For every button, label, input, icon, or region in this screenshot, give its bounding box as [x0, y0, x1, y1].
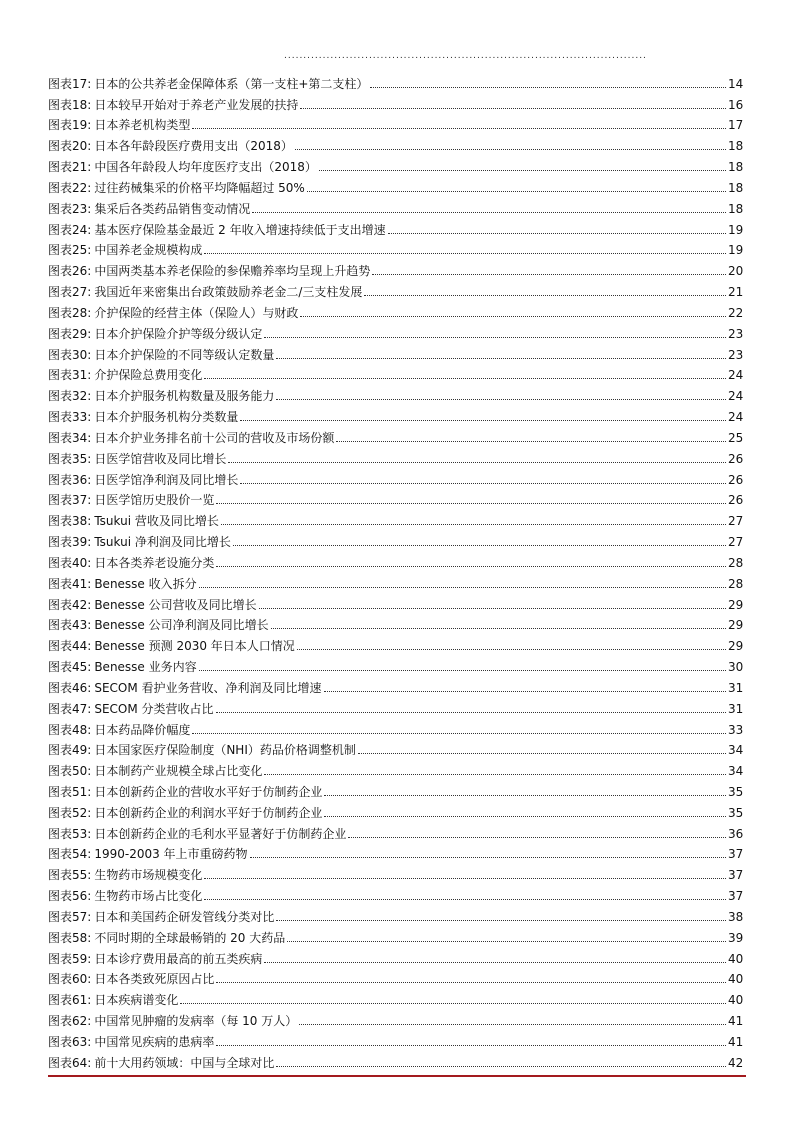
- toc-dot-leader: [358, 752, 726, 754]
- toc-entry-page: 18: [728, 139, 744, 154]
- toc-dot-leader: [192, 127, 726, 129]
- toc-entry-page: 14: [728, 76, 744, 91]
- toc-entry-label: 图表43:: [48, 618, 92, 633]
- toc-entry[interactable]: [48, 1007, 742, 1028]
- toc-dot-leader: [240, 482, 726, 484]
- toc-dot-leader: [287, 940, 726, 942]
- toc-entry-label: 图表54:: [48, 847, 92, 862]
- toc-dot-leader: [295, 148, 726, 150]
- toc-entry[interactable]: [48, 362, 742, 383]
- toc-entry[interactable]: [48, 695, 742, 716]
- toc-entry[interactable]: [48, 924, 742, 945]
- toc-entry-label: 图表39:: [48, 535, 92, 550]
- toc-entry-label: 图表37:: [48, 493, 92, 508]
- toc-entry[interactable]: [48, 986, 742, 1007]
- toc-entry-title: Benesse 公司净利润及同比增长: [94, 618, 269, 633]
- toc-entry-label: 图表58:: [48, 930, 92, 945]
- toc-entry-title: Benesse 业务内容: [94, 660, 197, 675]
- toc-entry-page: 18: [728, 201, 744, 216]
- toc-entry-page: 22: [728, 305, 744, 320]
- toc-entry-label: 图表46:: [48, 680, 92, 695]
- toc-entry[interactable]: [48, 882, 742, 903]
- toc-entry-label: 图表40:: [48, 555, 92, 570]
- toc-entry-label: 图表29:: [48, 326, 92, 341]
- toc-entry[interactable]: [48, 216, 742, 237]
- toc-entry[interactable]: [48, 153, 742, 174]
- toc-dot-leader: [307, 190, 726, 192]
- toc-dot-leader: [250, 856, 726, 858]
- toc-dot-leader: [276, 919, 726, 921]
- toc-dot-leader: [271, 627, 726, 629]
- toc-entry-label: 图表53:: [48, 826, 92, 841]
- toc-dot-leader: [372, 273, 726, 275]
- toc-entry-label: 图表26:: [48, 264, 92, 279]
- toc-entry[interactable]: [48, 132, 742, 153]
- toc-entry-title: 日医学馆历史股价一览: [94, 493, 215, 508]
- toc-entry[interactable]: [48, 257, 742, 278]
- toc-entry-title: 中国常见肿瘤的发病率（每 10 万人）: [94, 1014, 298, 1029]
- toc-entry-page: 23: [728, 347, 744, 362]
- toc-entry-label: 图表60:: [48, 972, 92, 987]
- toc-entry[interactable]: [48, 278, 742, 299]
- toc-entry-title: 日本介护服务机构数量及服务能力: [94, 389, 275, 404]
- toc-entry-page: 35: [728, 805, 744, 820]
- toc-dot-leader: [348, 836, 726, 838]
- toc-entry-label: 图表35:: [48, 451, 92, 466]
- toc-entry[interactable]: [48, 757, 742, 778]
- toc-entry-page: 17: [728, 118, 744, 133]
- toc-entry-page: 24: [728, 389, 744, 404]
- toc-entry-title: 1990-2003 年上市重磅药物: [94, 847, 248, 862]
- toc-entry-title: 日医学馆营收及同比增长: [94, 451, 227, 466]
- toc-entry[interactable]: [48, 653, 742, 674]
- toc-entry-page: 26: [728, 451, 744, 466]
- toc-entry[interactable]: [48, 466, 742, 487]
- toc-entry-title: 日本各类致死原因占比: [94, 972, 215, 987]
- toc-entry[interactable]: [48, 237, 742, 258]
- toc-entry[interactable]: [48, 945, 742, 966]
- toc-entry-label: 图表41:: [48, 576, 92, 591]
- toc-entry-page: 29: [728, 618, 744, 633]
- toc-entry-page: 19: [728, 243, 744, 258]
- toc-entry-title: 日本各年龄段医疗费用支出（2018）: [94, 139, 293, 154]
- toc-entry-page: 34: [728, 764, 744, 779]
- toc-entry-title: 日本制药产业规模全球占比变化: [94, 764, 263, 779]
- toc-entry[interactable]: [48, 820, 742, 841]
- toc-entry-page: 18: [728, 180, 744, 195]
- toc-entry-page: 35: [728, 784, 744, 799]
- toc-entry-page: 23: [728, 326, 744, 341]
- top-dot-leader: ..............................................................................................: [284, 51, 647, 61]
- toc-entry-page: 20: [728, 264, 744, 279]
- toc-dot-leader: [216, 502, 726, 504]
- toc-dot-leader: [204, 252, 726, 254]
- toc-entry-label: 图表44:: [48, 639, 92, 654]
- toc-dot-leader: [264, 961, 726, 963]
- toc-entry-title: 中国养老金规模构成: [94, 243, 203, 258]
- toc-entry-title: 日本的公共养老金保障体系（第一支柱+第二支柱）: [94, 76, 369, 91]
- toc-entry-title: Tsukui 净利润及同比增长: [94, 535, 231, 550]
- toc-dot-leader: [264, 773, 726, 775]
- toc-entry-title: 基本医疗保险基金最近 2 年收入增速持续低于支出增速: [94, 222, 386, 237]
- toc-dot-leader: [204, 877, 726, 879]
- toc-entry-title: 中国各年龄段人均年度医疗支出（2018）: [94, 160, 317, 175]
- toc-dot-leader: [216, 1044, 726, 1046]
- toc-dot-leader: [204, 377, 726, 379]
- toc-entry[interactable]: [48, 632, 742, 653]
- toc-dot-leader: [370, 86, 726, 88]
- toc-entry[interactable]: [48, 445, 742, 466]
- toc-entry-page: 37: [728, 847, 744, 862]
- toc-entry-label: 图表31:: [48, 368, 92, 383]
- toc-entry-label: 图表24:: [48, 222, 92, 237]
- toc-entry-page: 18: [728, 160, 744, 175]
- toc-entry[interactable]: [48, 903, 742, 924]
- toc-entry-title: 生物药市场占比变化: [94, 889, 203, 904]
- toc-dot-leader: [180, 1002, 726, 1004]
- toc-entry[interactable]: [48, 591, 742, 612]
- toc-entry-title: 介护保险的经营主体（保险人）与财政: [94, 305, 299, 320]
- toc-entry-label: 图表21:: [48, 160, 92, 175]
- toc-entry-page: 27: [728, 535, 744, 550]
- toc-dot-leader: [299, 1023, 726, 1025]
- toc-entry-label: 图表49:: [48, 743, 92, 758]
- toc-entry-title: 日本创新药企业的营收水平好于仿制药企业: [94, 784, 323, 799]
- toc-dot-leader: [276, 357, 726, 359]
- toc-entry-page: 29: [728, 639, 744, 654]
- toc-entry-label: 图表23:: [48, 201, 92, 216]
- toc-entry-label: 图表52:: [48, 805, 92, 820]
- toc-entry[interactable]: [48, 799, 742, 820]
- toc-entry-page: 25: [728, 430, 744, 445]
- toc-entry-title: 日本各类养老设施分类: [94, 555, 215, 570]
- toc-entry[interactable]: [48, 91, 742, 112]
- toc-entry[interactable]: [48, 1028, 742, 1049]
- toc-entry-title: 日本创新药企业的利润水平好于仿制药企业: [94, 805, 323, 820]
- toc-entry-page: 27: [728, 514, 744, 529]
- toc-entry-label: 图表17:: [48, 76, 92, 91]
- toc-entry-page: 38: [728, 909, 744, 924]
- toc-entry-page: 21: [728, 285, 744, 300]
- toc-entry-title: 日本创新药企业的毛利水平显著好于仿制药企业: [94, 826, 347, 841]
- toc-entry[interactable]: [48, 674, 742, 695]
- toc-entry-label: 图表51:: [48, 784, 92, 799]
- toc-entry-label: 图表57:: [48, 909, 92, 924]
- toc-dot-leader: [276, 1065, 726, 1067]
- toc-entry-label: 图表22:: [48, 180, 92, 195]
- toc-entry[interactable]: [48, 528, 742, 549]
- toc-entry[interactable]: [48, 112, 742, 133]
- toc-entry-title: 不同时期的全球最畅销的 20 大药品: [94, 930, 286, 945]
- table-of-figures: [48, 70, 742, 1070]
- toc-entry[interactable]: [48, 341, 742, 362]
- toc-entry[interactable]: [48, 841, 742, 862]
- toc-entry-title: Tsukui 营收及同比增长: [94, 514, 219, 529]
- toc-dot-leader: [259, 607, 726, 609]
- toc-entry[interactable]: [48, 195, 742, 216]
- toc-entry[interactable]: [48, 1049, 742, 1070]
- toc-entry-label: 图表38:: [48, 514, 92, 529]
- toc-dot-leader: [264, 336, 726, 338]
- toc-dot-leader: [388, 232, 726, 234]
- toc-dot-leader: [336, 440, 726, 442]
- toc-entry-page: 37: [728, 868, 744, 883]
- toc-entry-page: 26: [728, 493, 744, 508]
- toc-entry-title: 日本介护业务排名前十公司的营收及市场份额: [94, 430, 335, 445]
- toc-entry[interactable]: [48, 778, 742, 799]
- toc-entry-title: 中国两类基本养老保险的参保赡养率均呈现上升趋势: [94, 264, 371, 279]
- toc-dot-leader: [216, 565, 726, 567]
- toc-entry-page: 28: [728, 576, 744, 591]
- toc-entry-page: 34: [728, 743, 744, 758]
- toc-entry-label: 图表55:: [48, 868, 92, 883]
- toc-entry-page: 19: [728, 222, 744, 237]
- toc-entry-label: 图表50:: [48, 764, 92, 779]
- toc-entry-title: 日本介护保险的不同等级认定数量: [94, 347, 275, 362]
- toc-entry-title: 日本介护服务机构分类数量: [94, 410, 239, 425]
- toc-entry[interactable]: [48, 570, 742, 591]
- toc-entry-page: 31: [728, 680, 744, 695]
- toc-entry-title: 日本介护保险介护等级分级认定: [94, 326, 263, 341]
- toc-entry-label: 图表42:: [48, 597, 92, 612]
- toc-dot-leader: [324, 815, 726, 817]
- toc-entry-title: 生物药市场规模变化: [94, 868, 203, 883]
- toc-entry[interactable]: [48, 382, 742, 403]
- toc-entry-page: 39: [728, 930, 744, 945]
- toc-entry-label: 图表59:: [48, 951, 92, 966]
- toc-entry-title: 日本养老机构类型: [94, 118, 191, 133]
- toc-entry-page: 40: [728, 972, 744, 987]
- toc-entry-page: 40: [728, 993, 744, 1008]
- toc-entry-title: 日本药品降价幅度: [94, 722, 191, 737]
- toc-entry-label: 图表28:: [48, 305, 92, 320]
- toc-entry-label: 图表61:: [48, 993, 92, 1008]
- toc-entry-page: 33: [728, 722, 744, 737]
- toc-entry[interactable]: [48, 403, 742, 424]
- toc-entry-label: 图表32:: [48, 389, 92, 404]
- toc-entry-label: 图表34:: [48, 430, 92, 445]
- toc-entry-title: 日本疾病谱变化: [94, 993, 179, 1008]
- toc-dot-leader: [216, 711, 726, 713]
- toc-entry-title: Benesse 公司营收及同比增长: [94, 597, 257, 612]
- toc-entry-label: 图表47:: [48, 701, 92, 716]
- toc-entry-page: 26: [728, 472, 744, 487]
- toc-dot-leader: [199, 586, 726, 588]
- toc-dot-leader: [192, 732, 726, 734]
- toc-entry-page: 28: [728, 555, 744, 570]
- toc-entry-label: 图表19:: [48, 118, 92, 133]
- toc-dot-leader: [364, 294, 726, 296]
- toc-entry[interactable]: [48, 320, 742, 341]
- toc-entry-title: Benesse 收入拆分: [94, 576, 197, 591]
- toc-entry-label: 图表62:: [48, 1014, 92, 1029]
- toc-entry-title: 日本和美国药企研发管线分类对比: [94, 909, 275, 924]
- toc-dot-leader: [228, 461, 726, 463]
- toc-entry-title: 我国近年来密集出台政策鼓励养老金二/三支柱发展: [94, 285, 363, 300]
- toc-entry[interactable]: [48, 612, 742, 633]
- toc-entry-label: 图表20:: [48, 139, 92, 154]
- toc-dot-leader: [319, 169, 726, 171]
- toc-entry-label: 图表33:: [48, 410, 92, 425]
- toc-entry-title: 中国常见疾病的患病率: [94, 1034, 215, 1049]
- toc-entry-page: 41: [728, 1014, 744, 1029]
- toc-entry[interactable]: [48, 507, 742, 528]
- toc-dot-leader: [204, 898, 726, 900]
- toc-entry-title: 过往药械集采的价格平均降幅超过 50%: [94, 180, 305, 195]
- toc-dot-leader: [240, 419, 726, 421]
- toc-entry-label: 图表48:: [48, 722, 92, 737]
- toc-dot-leader: [233, 544, 726, 546]
- toc-dot-leader: [216, 981, 726, 983]
- toc-entry-page: 30: [728, 660, 744, 675]
- toc-entry[interactable]: [48, 299, 742, 320]
- toc-entry-label: 图表27:: [48, 285, 92, 300]
- toc-dot-leader: [252, 211, 726, 213]
- toc-entry-page: 36: [728, 826, 744, 841]
- toc-entry-title: 日本国家医疗保险制度（NHI）药品价格调整机制: [94, 743, 356, 758]
- toc-entry-title: 介护保险总费用变化: [94, 368, 203, 383]
- toc-entry[interactable]: [48, 174, 742, 195]
- toc-entry-label: 图表63:: [48, 1034, 92, 1049]
- toc-entry-title: 前十大用药领域：中国与全球对比: [94, 1055, 275, 1070]
- toc-entry-title: SECOM 看护业务营收、净利润及同比增速: [94, 680, 322, 695]
- toc-entry-title: 日本较早开始对于养老产业发展的扶持: [94, 97, 299, 112]
- toc-entry[interactable]: [48, 861, 742, 882]
- toc-dot-leader: [300, 315, 726, 317]
- toc-entry-page: 42: [728, 1055, 744, 1070]
- toc-entry[interactable]: [48, 487, 742, 508]
- toc-entry-label: 图表18:: [48, 97, 92, 112]
- toc-entry-title: 日医学馆净利润及同比增长: [94, 472, 239, 487]
- toc-entry[interactable]: [48, 737, 742, 758]
- toc-entry-page: 40: [728, 951, 744, 966]
- toc-entry-label: 图表56:: [48, 889, 92, 904]
- toc-dot-leader: [297, 648, 726, 650]
- toc-entry-label: 图表25:: [48, 243, 92, 258]
- toc-entry-title: SECOM 分类营收占比: [94, 701, 214, 716]
- toc-entry-page: 24: [728, 368, 744, 383]
- toc-dot-leader: [300, 107, 726, 109]
- footer-rule: [48, 1075, 746, 1077]
- toc-entry-page: 24: [728, 410, 744, 425]
- toc-entry[interactable]: [48, 424, 742, 445]
- toc-entry[interactable]: [48, 716, 742, 737]
- toc-entry-page: 37: [728, 889, 744, 904]
- toc-entry-title: Benesse 预测 2030 年日本人口情况: [94, 639, 295, 654]
- toc-dot-leader: [276, 398, 726, 400]
- toc-entry-page: 16: [728, 97, 744, 112]
- toc-entry[interactable]: [48, 70, 742, 91]
- toc-entry-page: 41: [728, 1034, 744, 1049]
- toc-entry-title: 日本诊疗费用最高的前五类疾病: [94, 951, 263, 966]
- toc-dot-leader: [199, 669, 726, 671]
- toc-entry[interactable]: [48, 549, 742, 570]
- toc-dot-leader: [324, 690, 726, 692]
- toc-entry-label: 图表45:: [48, 660, 92, 675]
- toc-entry-label: 图表30:: [48, 347, 92, 362]
- toc-dot-leader: [221, 523, 726, 525]
- toc-entry[interactable]: [48, 966, 742, 987]
- toc-entry-page: 29: [728, 597, 744, 612]
- toc-dot-leader: [324, 794, 726, 796]
- toc-entry-label: 图表64:: [48, 1055, 92, 1070]
- toc-entry-label: 图表36:: [48, 472, 92, 487]
- toc-entry-page: 31: [728, 701, 744, 716]
- toc-entry-title: 集采后各类药品销售变动情况: [94, 201, 251, 216]
